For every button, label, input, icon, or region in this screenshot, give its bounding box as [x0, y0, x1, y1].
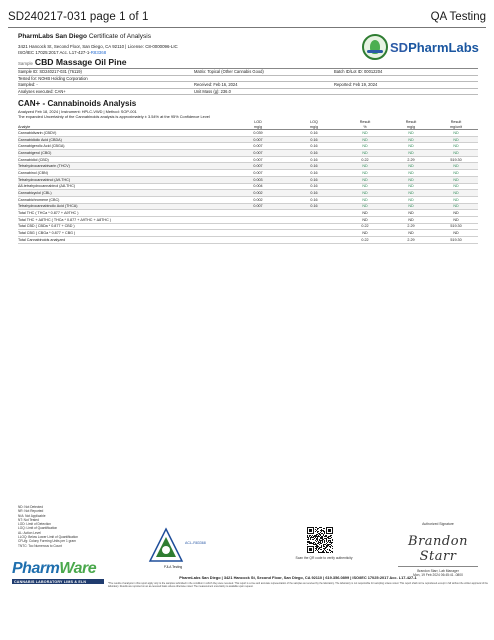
total-row: [18, 216, 478, 223]
table-row: [18, 176, 478, 183]
result-mg-cell: ND: [388, 170, 434, 177]
analysis-details: Analyzed Feb 18, 2024 | Instrument: HPLC-VWD | Method: SOP-001: [18, 109, 137, 114]
reported: Reported: Feb 19, 2024: [334, 82, 378, 88]
received: Received: Feb 16, 2024: [194, 82, 238, 88]
table-row: [18, 170, 478, 177]
info-row: [18, 89, 478, 96]
legend-item: NR: Not Reported: [18, 509, 44, 514]
lod-cell: 0.007: [230, 150, 286, 157]
sdpharmlabs-logo: [362, 32, 480, 62]
sample-prefix: Sample: [18, 61, 33, 66]
result-mg-cell: 2.29: [388, 237, 434, 244]
table-row: [18, 190, 478, 197]
result-pct-cell: ND: [342, 130, 388, 137]
table-row: [18, 130, 478, 137]
col-header-loq: LOQ mg/g: [286, 120, 342, 130]
result-unit-cell: ND: [434, 216, 478, 223]
batch-id: Batch ID/Lot ID: 00012204: [334, 69, 383, 75]
unit-mass: Unit Mass (g): 236.0: [194, 89, 231, 95]
legend-item: AL: Action Level: [18, 530, 41, 535]
result-mg-cell: 2.29: [388, 156, 434, 163]
loq-cell: [286, 237, 342, 244]
result-pct-cell: ND: [342, 210, 388, 217]
lod-cell: 0.007: [230, 170, 286, 177]
page-header: [8, 6, 486, 28]
result-pct-cell: ND: [342, 190, 388, 197]
accreditation-label: ACL-R83368: [185, 541, 206, 545]
sample-title: [18, 57, 127, 67]
result-mg-cell: ND: [388, 143, 434, 150]
result-pct-cell: ND: [342, 143, 388, 150]
result-mg-cell: 2.29: [388, 223, 434, 230]
loq-cell: 0.16: [286, 183, 342, 190]
table-row: [18, 150, 478, 157]
col-header-lod: LOD mg/g: [230, 120, 286, 130]
result-unit-cell: ND: [434, 203, 478, 210]
result-mg-cell: ND: [388, 216, 434, 223]
result-mg-cell: ND: [388, 183, 434, 190]
loq-cell: 0.16: [286, 136, 342, 143]
lab-name: PharmLabs San Diego: [18, 33, 87, 40]
info-row: [18, 76, 478, 83]
total-row: [18, 210, 478, 217]
abbreviation-legend: [18, 505, 128, 548]
signature-block: [388, 522, 488, 577]
result-pct-cell: 0.22: [342, 156, 388, 163]
legend-item: LLOQ: Below Lower Limit of Quantification: [18, 535, 79, 540]
analyte-cell: Total THC ( THCa * 0.877 + Δ9THC ): [18, 210, 230, 217]
authorized-signature-label: Authorized Signature: [422, 522, 454, 526]
result-pct-cell: ND: [342, 196, 388, 203]
signed-date: Mon, 19 Feb 2024 06:45:41 -0800: [413, 573, 463, 578]
analyte-cell: Total CBG ( CBGa * 0.877 + CBG ): [18, 230, 230, 237]
handwritten-signature: Brandon Starr: [408, 534, 468, 564]
result-pct-cell: ND: [342, 176, 388, 183]
result-mg-cell: ND: [388, 150, 434, 157]
legend-item: LOQ: Limit of Quantification: [18, 526, 58, 531]
signature-line: [398, 566, 478, 567]
result-unit-cell: ND: [434, 150, 478, 157]
result-pct-cell: ND: [342, 150, 388, 157]
analyte-cell: Cannabicyclol (CBL): [18, 190, 230, 197]
lab-street-address: 3421 Hancock St, Second Floor, San Diego, CA 92110 | License: C8-0000096-LIC: [18, 44, 178, 49]
result-unit-cell: 519.30: [434, 223, 478, 230]
analyte-cell: Tetrahydrocannabivarin (THCV): [18, 163, 230, 170]
matrix: Matrix: Topical (Other Cannabis Good): [194, 69, 264, 75]
loq-cell: 0.16: [286, 170, 342, 177]
result-unit-cell: 519.30: [434, 156, 478, 163]
loq-cell: [286, 230, 342, 237]
analyte-cell: Cannabidivarin (CBDV): [18, 130, 230, 137]
legend-item: N/A: Not Applicable: [18, 513, 46, 518]
lod-cell: 0.039: [230, 130, 286, 137]
info-row: [18, 69, 478, 76]
leaf-badge-icon: [362, 34, 388, 60]
loq-cell: 0.16: [286, 143, 342, 150]
analyte-cell: Total THC + Δ8THC ( THCa * 0.877 + Δ9THC + Δ8THC ): [18, 216, 230, 223]
col-header-result-mg: Result mg/g: [388, 120, 434, 130]
lod-cell: 0.004: [230, 183, 286, 190]
loq-cell: 0.16: [286, 196, 342, 203]
result-mg-cell: ND: [388, 130, 434, 137]
lod-cell: 0.007: [230, 163, 286, 170]
loq-cell: 0.16: [286, 150, 342, 157]
sample-info-grid: [18, 68, 478, 95]
analyte-cell: Total CBD ( CBDa * 0.877 + CBD ): [18, 223, 230, 230]
legend-item: ND: Not Detected: [18, 505, 43, 509]
legend-item: NT: Not Tested: [18, 517, 39, 522]
analyses-executed: Analyses executed: CAN+: [18, 89, 66, 95]
verification-qr-icon[interactable]: [307, 527, 333, 553]
result-unit-cell: ND: [434, 190, 478, 197]
accreditation-caption: PJLA Testing: [163, 565, 183, 569]
lab-address: [18, 44, 318, 55]
lod-cell: [230, 237, 286, 244]
table-row: [18, 163, 478, 170]
lod-cell: 0.007: [230, 156, 286, 163]
tested-for: Tested for: NOHB Holding Corporation: [18, 75, 88, 81]
result-unit-cell: ND: [434, 163, 478, 170]
accreditation-badge: [148, 527, 208, 571]
qa-label: QA Testing: [430, 10, 486, 23]
pharmware-logo: [12, 560, 104, 584]
table-row: [18, 143, 478, 150]
accreditation-number-link[interactable]: R83368: [90, 49, 107, 55]
loq-cell: [286, 216, 342, 223]
legend-item: TNTC: Too Numerous to Count: [18, 543, 62, 548]
qr-note: Scan the QR code to verify authenticity: [295, 556, 353, 560]
col-header-result-pct: Result %: [342, 120, 388, 130]
result-unit-cell: ND: [434, 136, 478, 143]
footer-disclaimer: *The results of analysis in this report apply only to the samples submitted in the condition in which they were received. This report is a true and accurate representation of the samples as received by the laboratory. The laboratory is not responsible for sampling unless noted. This report shall not be reproduced except in full without the written approval of the laboratory. Results are reported on an as-received basis unless otherwise noted. The measurement uncertainty is available upon request.: [108, 582, 488, 588]
report-title: SD240217-031 page 1 of 1: [8, 10, 149, 23]
analyte-cell: Cannabigerol (CBG): [18, 150, 230, 157]
sample-name: CBD Massage Oil Pine: [34, 57, 127, 67]
lod-cell: 0.007: [230, 136, 286, 143]
analyte-cell: Cannabidiolic Acid (CBDA): [18, 136, 230, 143]
result-pct-cell: ND: [342, 170, 388, 177]
section-meta: [18, 109, 210, 119]
legend-item: CFU/g: Colony Forming Units per 1 gram: [18, 539, 76, 544]
result-unit-cell: ND: [434, 176, 478, 183]
result-pct-cell: ND: [342, 136, 388, 143]
lod-cell: 0.002: [230, 196, 286, 203]
result-pct-cell: ND: [342, 203, 388, 210]
analyte-cell: Cannabichromene (CBC): [18, 196, 230, 203]
lod-cell: 0.007: [230, 203, 286, 210]
analyte-cell: Tetrahydrocannabinolic Acid (THCA): [18, 203, 230, 210]
lod-cell: [230, 223, 286, 230]
lab-name-line: [18, 33, 318, 40]
lod-cell: 0.003: [230, 176, 286, 183]
result-unit-cell: ND: [434, 130, 478, 137]
pjla-logo-icon: [148, 527, 184, 565]
total-row: [18, 223, 478, 230]
table-row: [18, 203, 478, 210]
loq-cell: 0.16: [286, 130, 342, 137]
col-header-analyte: Analyte: [18, 120, 230, 130]
logo-wordmark: [390, 40, 479, 55]
result-pct-cell: 0.22: [342, 223, 388, 230]
analyte-cell: Cannabinol (CBN): [18, 170, 230, 177]
result-mg-cell: ND: [388, 176, 434, 183]
lab-info: [18, 33, 318, 55]
result-mg-cell: ND: [388, 196, 434, 203]
pharmware-word-b: Ware: [59, 560, 97, 577]
result-pct-cell: ND: [342, 230, 388, 237]
result-mg-cell: ND: [388, 190, 434, 197]
lod-cell: 0.002: [230, 190, 286, 197]
table-row: [18, 196, 478, 203]
result-unit-cell: 519.30: [434, 237, 478, 244]
table-header-row: [18, 120, 478, 130]
info-row: [18, 82, 478, 89]
loq-cell: [286, 223, 342, 230]
analyte-cell: Δ8-tetrahydrocannabinol (Δ8-THC): [18, 183, 230, 190]
result-mg-cell: ND: [388, 203, 434, 210]
lod-cell: [230, 210, 286, 217]
result-unit-cell: ND: [434, 143, 478, 150]
loq-cell: 0.16: [286, 163, 342, 170]
footer-address: PharmLabs San Diego | 3421 Hancock St, Second Floor, San Diego, CA 92110 | 619.356.0899 | ISO/IEC 17025:2017 Acc. L17-427-1: [179, 575, 417, 580]
table-row: [18, 183, 478, 190]
result-pct-cell: ND: [342, 183, 388, 190]
total-row: [18, 230, 478, 237]
result-unit-cell: ND: [434, 196, 478, 203]
loq-cell: 0.16: [286, 203, 342, 210]
result-mg-cell: ND: [388, 163, 434, 170]
coa-label: Certificate of Analysis: [88, 33, 151, 40]
pharmware-word-a: Pharm: [12, 560, 60, 577]
loq-cell: 0.16: [286, 176, 342, 183]
lod-cell: 0.007: [230, 143, 286, 150]
result-mg-cell: ND: [388, 136, 434, 143]
cannabinoid-results-table: [18, 120, 478, 244]
table-row: [18, 136, 478, 143]
total-row: [18, 237, 478, 244]
result-mg-cell: ND: [388, 210, 434, 217]
result-mg-cell: ND: [388, 230, 434, 237]
pharmware-wordmark: [12, 560, 104, 578]
lod-cell: [230, 230, 286, 237]
loq-cell: 0.16: [286, 190, 342, 197]
analyte-cell: Total Cannabinoids analyzed: [18, 237, 230, 244]
analyte-cell: Tetrahydrocannabinol (Δ9-THC): [18, 176, 230, 183]
lod-cell: [230, 216, 286, 223]
loq-cell: 0.16: [286, 156, 342, 163]
sampled: Sampled: -: [18, 82, 38, 88]
analyte-cell: Cannabidiol (CBD): [18, 156, 230, 163]
section-title: CAN+ - Cannabinoids Analysis: [18, 99, 137, 108]
signer-name: Brandon Starr, Lab Manager: [417, 569, 459, 573]
result-pct-cell: ND: [342, 163, 388, 170]
sample-id: Sample ID: SD240217-031 (76119): [18, 69, 82, 75]
pharmware-tagline: CANNABIS LABORATORY LIMS & ELN: [12, 579, 104, 584]
lab-accreditation: [18, 50, 318, 56]
uncertainty-note: The expanded Uncertainty of the Cannabinoids analysis is approximately ± 3.54% at the 95% Confidence Level: [18, 114, 210, 119]
logo-prefix: SD: [390, 39, 409, 55]
result-unit-cell: ND: [434, 183, 478, 190]
result-unit-cell: ND: [434, 170, 478, 177]
accreditation-text: ISO/IEC 17025:2017 Acc. L17-427-1-: [18, 49, 91, 55]
table-row: [18, 156, 478, 163]
col-header-result-unit: Result mg/unit: [434, 120, 478, 130]
result-pct-cell: ND: [342, 216, 388, 223]
legend-item: LOD: Limit of Detection: [18, 522, 51, 527]
result-unit-cell: ND: [434, 210, 478, 217]
logo-name: PharmLabs: [408, 39, 479, 55]
analyte-cell: Cannabigerolic Acid (CBGA): [18, 143, 230, 150]
loq-cell: [286, 210, 342, 217]
result-pct-cell: 0.22: [342, 237, 388, 244]
result-unit-cell: ND: [434, 230, 478, 237]
